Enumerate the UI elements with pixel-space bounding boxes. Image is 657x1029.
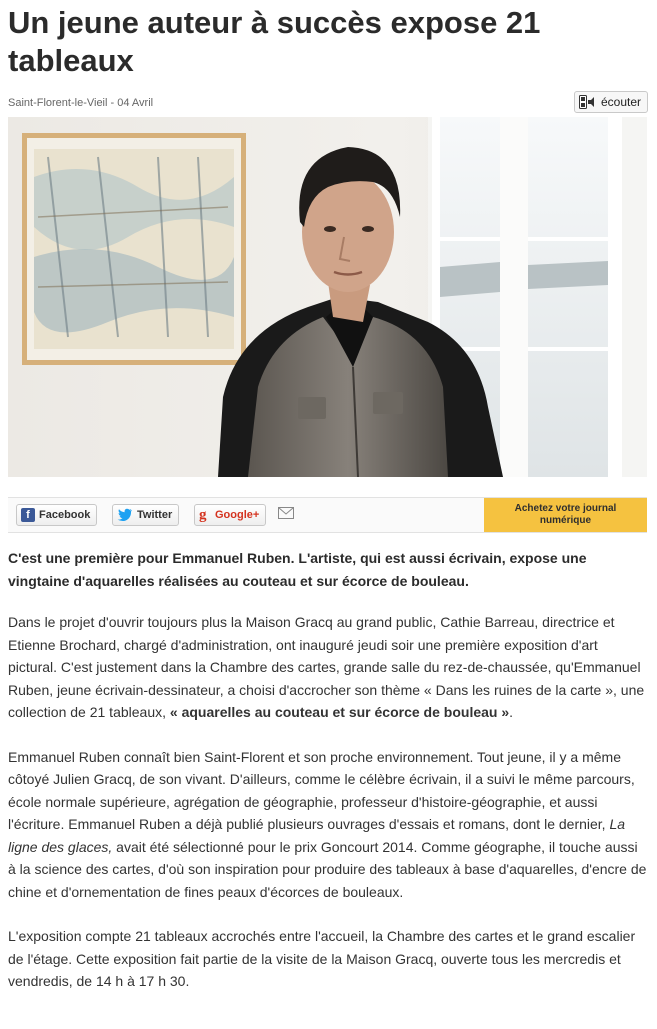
book-title: La ligne des glaces, <box>8 816 626 855</box>
paragraph-2-text: Emmanuel Ruben connaît bien Saint-Florent et son proche environnement. Tout jeune, il y a même côtoyé Julien Gracq, de son vivant. D'ailleurs, comme le célèbre écrivain, il a suivi le même parcours, école normale supérieure, agrégation de géographie, professeur d'histoire-géographie, et aussi l'écriture. Emmanuel Ruben a déjà publié plusieurs ouvrages d'essais et romans, dont le dernier, <box>8 748 635 832</box>
paragraph-1-text: Dans le projet d'ouvrir toujours plus la Maison Gracq au grand public, Cathie Barreau, directrice et Etienne Brochard, chargé d'administration, ont inauguré jeudi soir une première exposition d'art pictural. C'est justement dans la Chambre des cartes, grande salle du rez-de-chaussée, qu'Emmanuel Ruben, jeune écrivain-dessinateur, a choisi d'accrocher son thème « Dans les ruines de la carte », une collection de 21 tableaux, <box>8 614 645 720</box>
envelope-icon[interactable] <box>278 507 294 519</box>
listen-label: écouter <box>600 95 641 109</box>
article-title: Un jeune auteur à succès expose 21 tableaux <box>8 5 541 78</box>
twitter-bird-icon <box>117 508 133 522</box>
share-bar <box>8 497 647 533</box>
article-location: Saint-Florent-le-Vieil <box>8 97 108 109</box>
facebook-icon: f <box>21 508 35 522</box>
speaker-icon <box>579 95 597 109</box>
google-plus-icon: g <box>199 506 207 523</box>
listen-button[interactable] <box>574 91 648 113</box>
article-body <box>8 547 648 993</box>
twitter-label: Twitter <box>137 509 173 521</box>
paragraph-1-end: . <box>509 704 514 720</box>
facebook-label: Facebook <box>39 509 91 521</box>
facebook-button[interactable] <box>16 504 97 526</box>
paragraph-2-end: avait été sélectionné pour le prix Goncourt 2014. Comme géographe, il touche aussi à la science des cartes, d'où son inspiration pour produire des tableaux à base d'aquarelles, d'encre de chine et d'ornementation de fines peaux d'écorces de bouleaux. <box>8 838 647 900</box>
article-lead: C'est une première pour Emmanuel Ruben. L'artiste, qui est aussi écrivain, expose une vingtaine d'aquarelles réalisées au couteau et sur écorce de bouleau. <box>8 550 587 589</box>
paragraph-3: L'exposition compte 21 tableaux accrochés entre l'accueil, la Chambre des cartes et le grand escalier de l'étage. Cette exposition fait partie de la visite de la Maison Gracq, ouverte tous les mercredis et vendredis, de 14 h à 17 h 30. <box>8 928 636 989</box>
buy-digital-newspaper-button[interactable] <box>484 498 647 532</box>
article-photo <box>8 117 647 477</box>
paragraph-1-quote: « aquarelles au couteau et sur écorce de bouleau » <box>169 704 510 720</box>
buy-label-line2: numérique <box>539 515 592 526</box>
paragraph-1 <box>8 611 648 724</box>
buy-label-line1: Achetez votre journal <box>514 503 617 514</box>
twitter-button[interactable] <box>112 504 179 526</box>
google-plus-label: Google+ <box>215 509 260 521</box>
google-plus-button[interactable] <box>194 504 266 526</box>
article-date: 04 Avril <box>117 97 154 109</box>
paragraph-2 <box>8 746 648 904</box>
meta-separator: - <box>107 97 118 109</box>
article-meta <box>8 97 153 109</box>
